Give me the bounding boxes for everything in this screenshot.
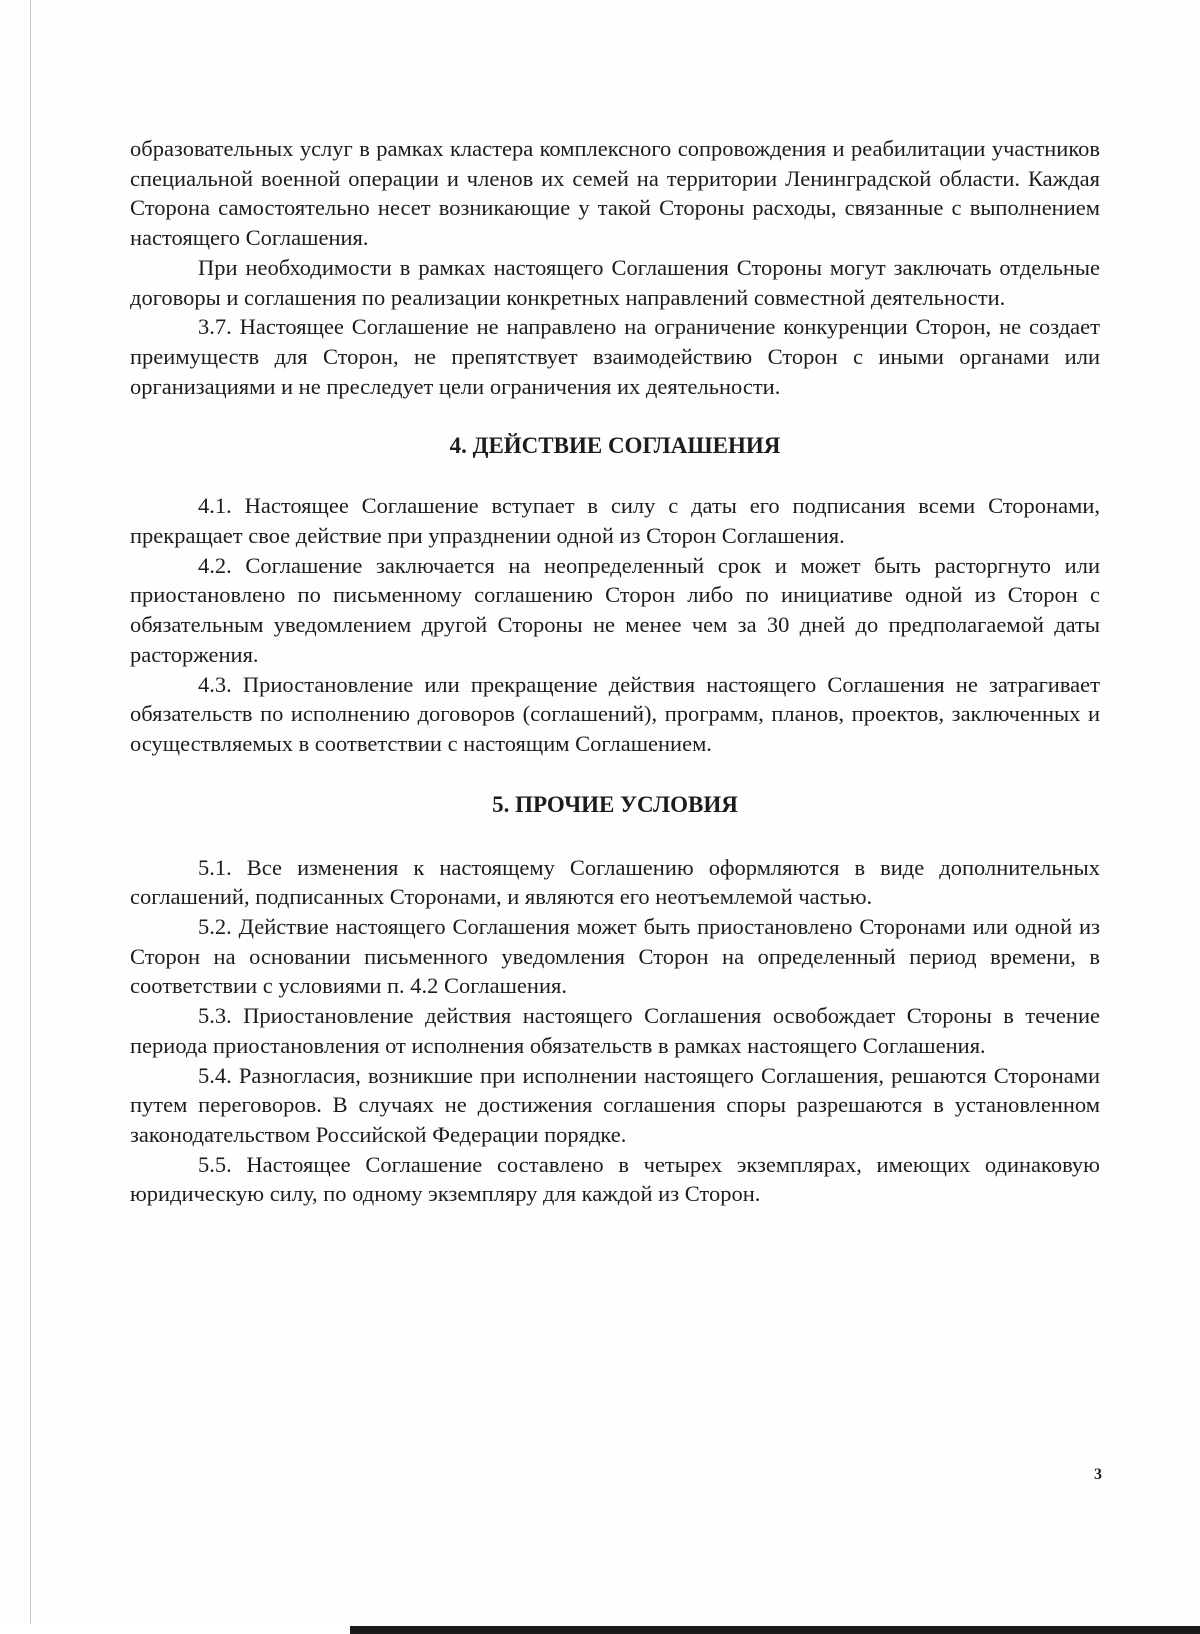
paragraph-intro-separate-agreements: При необходимости в рамках настоящего Соглашения Стороны могут заключать отдельные договоры и соглашения по реализации конкретных направлений совместной деятельности.	[130, 254, 1100, 310]
paragraph-5-4: 5.4. Разногласия, возникшие при исполнении настоящего Соглашения, решаются Сторонами путем переговоров. В случаях не достижения соглашения споры разрешаются в установленном законодательством Российской Федерации порядке.	[130, 1062, 1100, 1147]
paragraph-4-3: 4.3. Приостановление или прекращение действия настоящего Соглашения не затрагивает обязательств по исполнению договоров (соглашений), программ, планов, проектов, заключенных и осуществляемых в соответствии с настоящим Соглашением.	[130, 671, 1100, 756]
paragraph-4-1: 4.1. Настоящее Соглашение вступает в силу с даты его подписания всеми Сторонами, прекращает свое действие при упразднении одной из Сторон Соглашения.	[130, 493, 1100, 549]
document-body	[130, 134, 1100, 1209]
paragraph-5-2: 5.2. Действие настоящего Соглашения может быть приостановлено Сторонами или одной из Сторон на основании письменного уведомления Сторон на определенный период времени, в соответствии с условиями п. 4.2 Соглашения.	[130, 914, 1100, 999]
paragraph-4-2: 4.2. Соглашение заключается на неопределенный срок и может быть расторгнуто или приостановлено по письменному соглашению Сторон либо по инициативе одной из Сторон с обязательным уведомлением другой Стороны не менее чем за 30 дней до предполагаемой даты расторжения.	[130, 552, 1100, 667]
paragraph-intro-continuation: образовательных услуг в рамках кластера комплексного сопровождения и реабилитации участников специальной военной операции и членов их семей на территории Ленинградской области. Каждая Сторона самостоятельно несет возникающие у такой Стороны расходы, связанные с выполнением настоящего Соглашения.	[130, 136, 1100, 251]
paragraph-5-1: 5.1. Все изменения к настоящему Соглашению оформляются в виде дополнительных соглашений, подписанных Сторонами, и являются его неотъемлемой частью.	[130, 854, 1100, 910]
paragraph-5-5: 5.5. Настоящее Соглашение составлено в четырех экземплярах, имеющих одинаковую юридическую силу, по одному экземпляру для каждой из Сторон.	[130, 1151, 1100, 1207]
scan-bottom-shadow	[350, 1626, 1200, 1634]
section-4-heading: 4. ДЕЙСТВИЕ СОГЛАШЕНИЯ	[449, 433, 781, 459]
paragraph-3-7: 3.7. Настоящее Соглашение не направлено на ограничение конкуренции Сторон, не создает преимуществ для Сторон, не препятствует взаимодействию Сторон с иными органами или организациями и не преследует цели ограничения их деятельности.	[130, 314, 1100, 399]
paragraph-5-3: 5.3. Приостановление действия настоящего Соглашения освобождает Стороны в течение периода приостановления от исполнения обязательств в рамках настоящего Соглашения.	[130, 1003, 1100, 1058]
scan-left-edge	[30, 0, 31, 1634]
page-number: 3	[1094, 1466, 1102, 1483]
section-5-heading: 5. ПРОЧИЕ УСЛОВИЯ	[492, 791, 738, 817]
